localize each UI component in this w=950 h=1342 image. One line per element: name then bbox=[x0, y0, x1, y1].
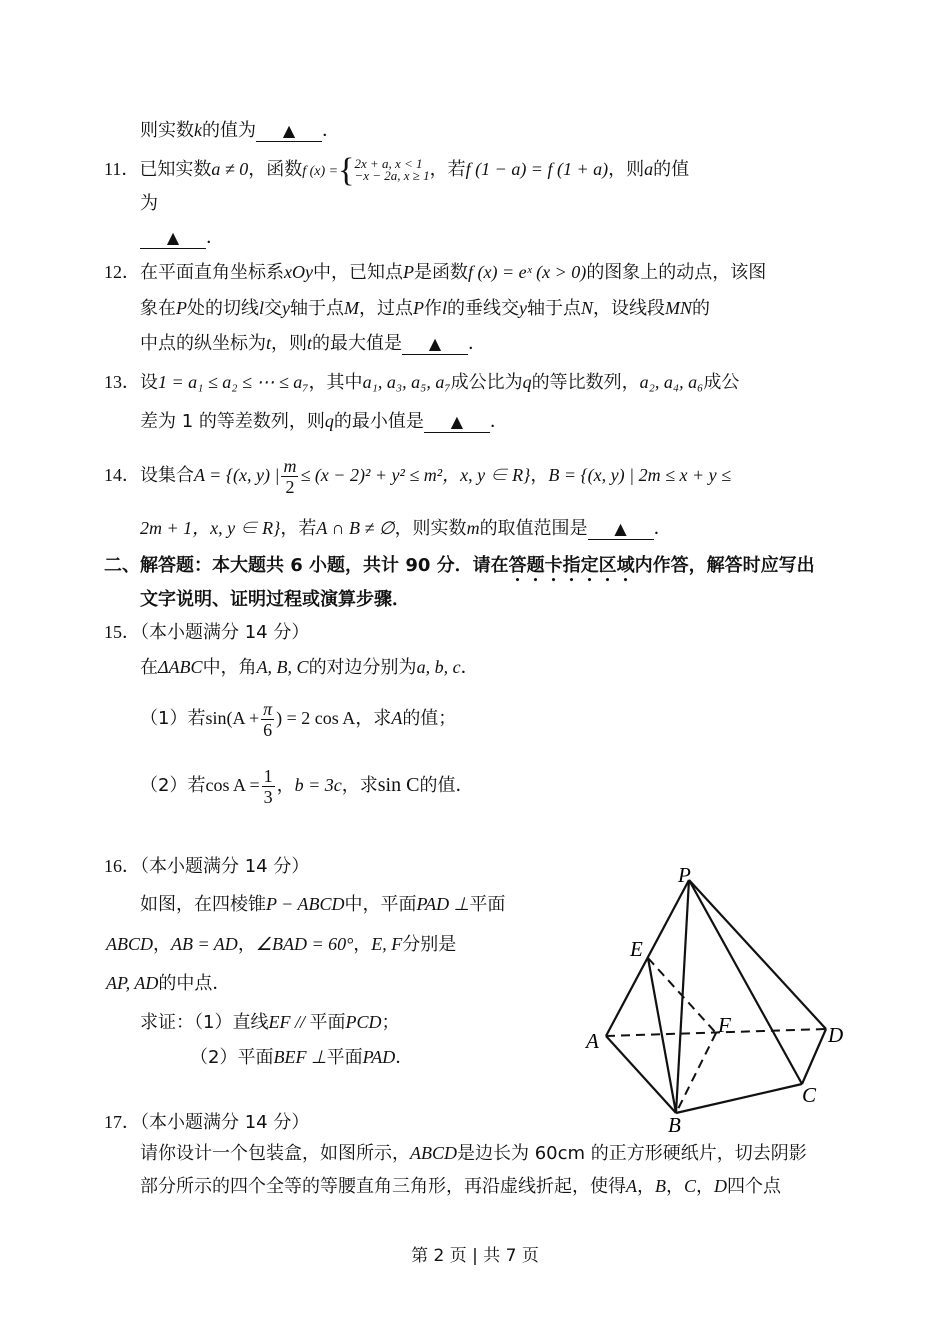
segment-fb-dashed bbox=[676, 1033, 716, 1113]
label-a: A bbox=[586, 1029, 599, 1053]
question-17-line2: 部分所示的四个全等的等腰直角三角形，再沿虚线折起，使得A，B，C，D四个点 bbox=[140, 1176, 782, 1197]
line-k-answer: 则实数k的值为 ▲ ． bbox=[140, 120, 340, 141]
label-f: F bbox=[718, 1013, 731, 1037]
question-16-title: 16．（本小题满分 14 分） bbox=[104, 856, 310, 877]
question-12: 12．在平面直角坐标系xOy中，已知点P是函数f (x) = eˣ (x > 0)的图象上的动点，该图 bbox=[104, 262, 767, 283]
question-15-part2: （2）若cos A = $\frac{1}{3}$ ，b = 3c，求sin C的值． bbox=[140, 765, 474, 807]
question-17-line1: 请你设计一个包装盒，如图所示，ABCD是边长为 60cm 的正方形硬纸片，切去阴影 bbox=[140, 1143, 807, 1164]
label-c: C bbox=[802, 1083, 817, 1107]
label-e: E bbox=[630, 937, 643, 961]
question-16-line1: 如图，在四棱锥P − ABCD中，平面PAD ⊥平面 bbox=[140, 894, 506, 915]
edge-ab bbox=[606, 1036, 676, 1113]
question-16-line2: ABCD，AB = AD，∠BAD = 60°，E, F分别是 bbox=[106, 934, 457, 955]
edge-cd bbox=[802, 1029, 826, 1084]
question-14: 14．设集合A = {(x, y) | $\frac{m}{2}$ ≤ (x − 2)² + y² ≤ m²，x, y ∈ R}，B = {(x, y) | 2m ≤ x + y ≤ bbox=[104, 455, 731, 497]
question-11-answer: ▲ ． bbox=[140, 226, 224, 250]
pyramid-figure bbox=[580, 858, 850, 1138]
page-footer: 第 2 页 | 共 7 页 bbox=[411, 1246, 539, 1266]
label-d: D bbox=[828, 1023, 844, 1047]
question-15-title: 15．（本小题满分 14 分） bbox=[104, 622, 310, 643]
label-p: P bbox=[678, 863, 691, 887]
question-14-line2: 2m + 1，x, y ∈ R}，若A ∩ B ≠ ∅，则实数m的取值范围是 ▲ ． bbox=[140, 518, 672, 539]
answer-blank: ▲ bbox=[256, 121, 322, 142]
question-17-title: 17．（本小题满分 14 分） bbox=[104, 1112, 310, 1133]
edge-pd bbox=[689, 880, 826, 1029]
section-2-heading: 二、解答题：本大题共 6 小题，共计 90 分．请在答题卡指定区域内作答，解答时应写出 bbox=[104, 555, 815, 576]
question-15-part1: （1）若sin(A + $\frac{\pi}{6}$ ) = 2 cos A，求A的值； bbox=[140, 698, 457, 740]
question-16-proof2: （2）平面BEF ⊥平面PAD． bbox=[190, 1047, 414, 1068]
question-12-line3: 中点的纵坐标为t，则t的最大值是 ▲ ． bbox=[140, 333, 487, 354]
question-16-line3: AP, AD的中点． bbox=[106, 973, 231, 994]
fraction-one-third: $\frac{1}{3}$ bbox=[263, 765, 273, 807]
label-b: B bbox=[668, 1113, 681, 1137]
question-13: 13．设1 = a₁ ≤ a₂ ≤ ⋯ ≤ a₇，其中a₁, a₃, a₅, a₇成公比为q的等比数列，a₂, a₄, a₆成公 bbox=[104, 372, 740, 393]
section-2-heading-line2: 文字说明、证明过程或演算步骤． bbox=[140, 589, 410, 610]
question-13-line2: 差为 1 的等差数列，则q的最小值是 ▲ ． bbox=[140, 411, 508, 432]
edge-bc bbox=[676, 1084, 802, 1113]
question-16-proof1: 求证：（1）直线EF // 平面PCD； bbox=[140, 1012, 400, 1033]
question-11-cont: 为 bbox=[140, 193, 158, 214]
edge-pa bbox=[606, 880, 689, 1036]
question-15-stem: 在ΔABC中，角A, B, C的对边分别为a, b, c． bbox=[140, 657, 479, 678]
fraction-m-over-2: $\frac{m}{2}$ bbox=[283, 455, 297, 497]
question-11: 11．已知实数a ≠ 0，函数f (x) ={ 2x + a, x < 1 −x − 2a, x ≥ 1 ，若f (1 − a) = f (1 + a)，则a的值 bbox=[104, 152, 690, 189]
fraction-pi-over-6: $\frac{\pi}{6}$ bbox=[263, 698, 273, 740]
question-12-line2: 象在P处的切线l交y轴于点M，过点P作l的垂线交y轴于点N，设线段MN的 bbox=[140, 298, 711, 319]
